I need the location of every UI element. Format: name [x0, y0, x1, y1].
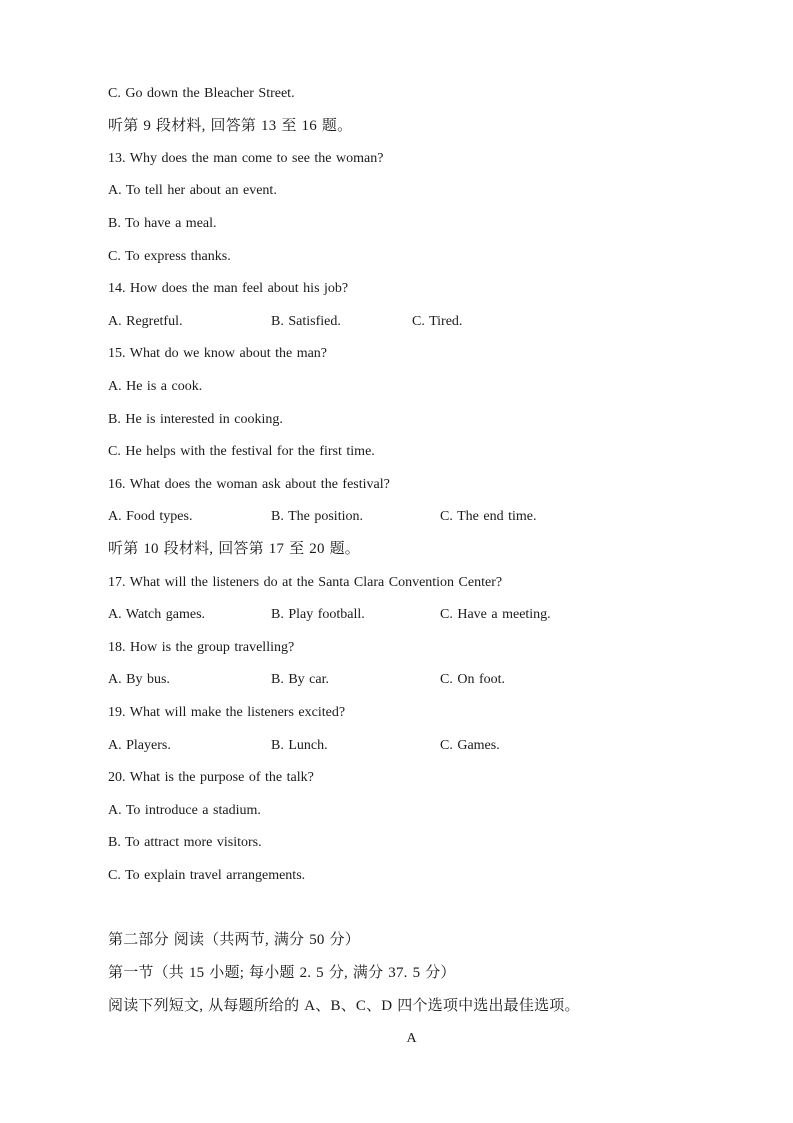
question-19: 19. What will make the listeners excited? — [108, 705, 346, 720]
section-one-heading: 第一节（共 15 小题; 每小题 2. 5 分, 满分 37. 5 分） — [108, 965, 456, 981]
q16-option-c: C. The end time. — [440, 509, 537, 524]
q14-option-c: C. Tired. — [412, 314, 463, 329]
passage-label: A — [406, 1031, 417, 1046]
q18-option-a: A. By bus. — [108, 672, 170, 687]
question-14: 14. How does the man feel about his job? — [108, 281, 349, 296]
q18-option-b: B. By car. — [271, 672, 329, 687]
q15-option-a: A. He is a cook. — [108, 379, 203, 394]
q15-option-c: C. He helps with the festival for the first time. — [108, 444, 375, 459]
question-18: 18. How is the group travelling? — [108, 640, 295, 655]
option-c-prev: C. Go down the Bleacher Street. — [108, 86, 295, 101]
q17-option-c: C. Have a meeting. — [440, 607, 551, 622]
section-instruction-9: 听第 9 段材料, 回答第 13 至 16 题。 — [108, 118, 353, 134]
q16-option-a: A. Food types. — [108, 509, 193, 524]
q14-option-a: A. Regretful. — [108, 314, 183, 329]
q13-option-c: C. To express thanks. — [108, 249, 231, 264]
q20-option-a: A. To introduce a stadium. — [108, 803, 261, 818]
q19-option-b: B. Lunch. — [271, 738, 328, 753]
question-16: 16. What does the woman ask about the festival? — [108, 477, 390, 492]
q13-option-b: B. To have a meal. — [108, 216, 217, 231]
q20-option-c: C. To explain travel arrangements. — [108, 868, 306, 883]
q18-option-c: C. On foot. — [440, 672, 505, 687]
section-instruction-10: 听第 10 段材料, 回答第 17 至 20 题。 — [108, 541, 361, 557]
part-two-heading: 第二部分 阅读（共两节, 满分 50 分） — [108, 932, 360, 948]
reading-instruction: 阅读下列短文, 从每题所给的 A、B、C、D 四个选项中选出最佳选项。 — [108, 998, 580, 1014]
q20-option-b: B. To attract more visitors. — [108, 835, 262, 850]
q17-option-b: B. Play football. — [271, 607, 365, 622]
question-15: 15. What do we know about the man? — [108, 346, 328, 361]
q16-option-b: B. The position. — [271, 509, 363, 524]
q19-option-a: A. Players. — [108, 738, 171, 753]
q19-option-c: C. Games. — [440, 738, 500, 753]
question-17: 17. What will the listeners do at the Santa Clara Convention Center? — [108, 575, 503, 590]
q15-option-b: B. He is interested in cooking. — [108, 412, 283, 427]
q17-option-a: A. Watch games. — [108, 607, 206, 622]
question-13: 13. Why does the man come to see the woman? — [108, 151, 384, 166]
q14-option-b: B. Satisfied. — [271, 314, 341, 329]
question-20: 20. What is the purpose of the talk? — [108, 770, 314, 785]
q13-option-a: A. To tell her about an event. — [108, 183, 277, 198]
